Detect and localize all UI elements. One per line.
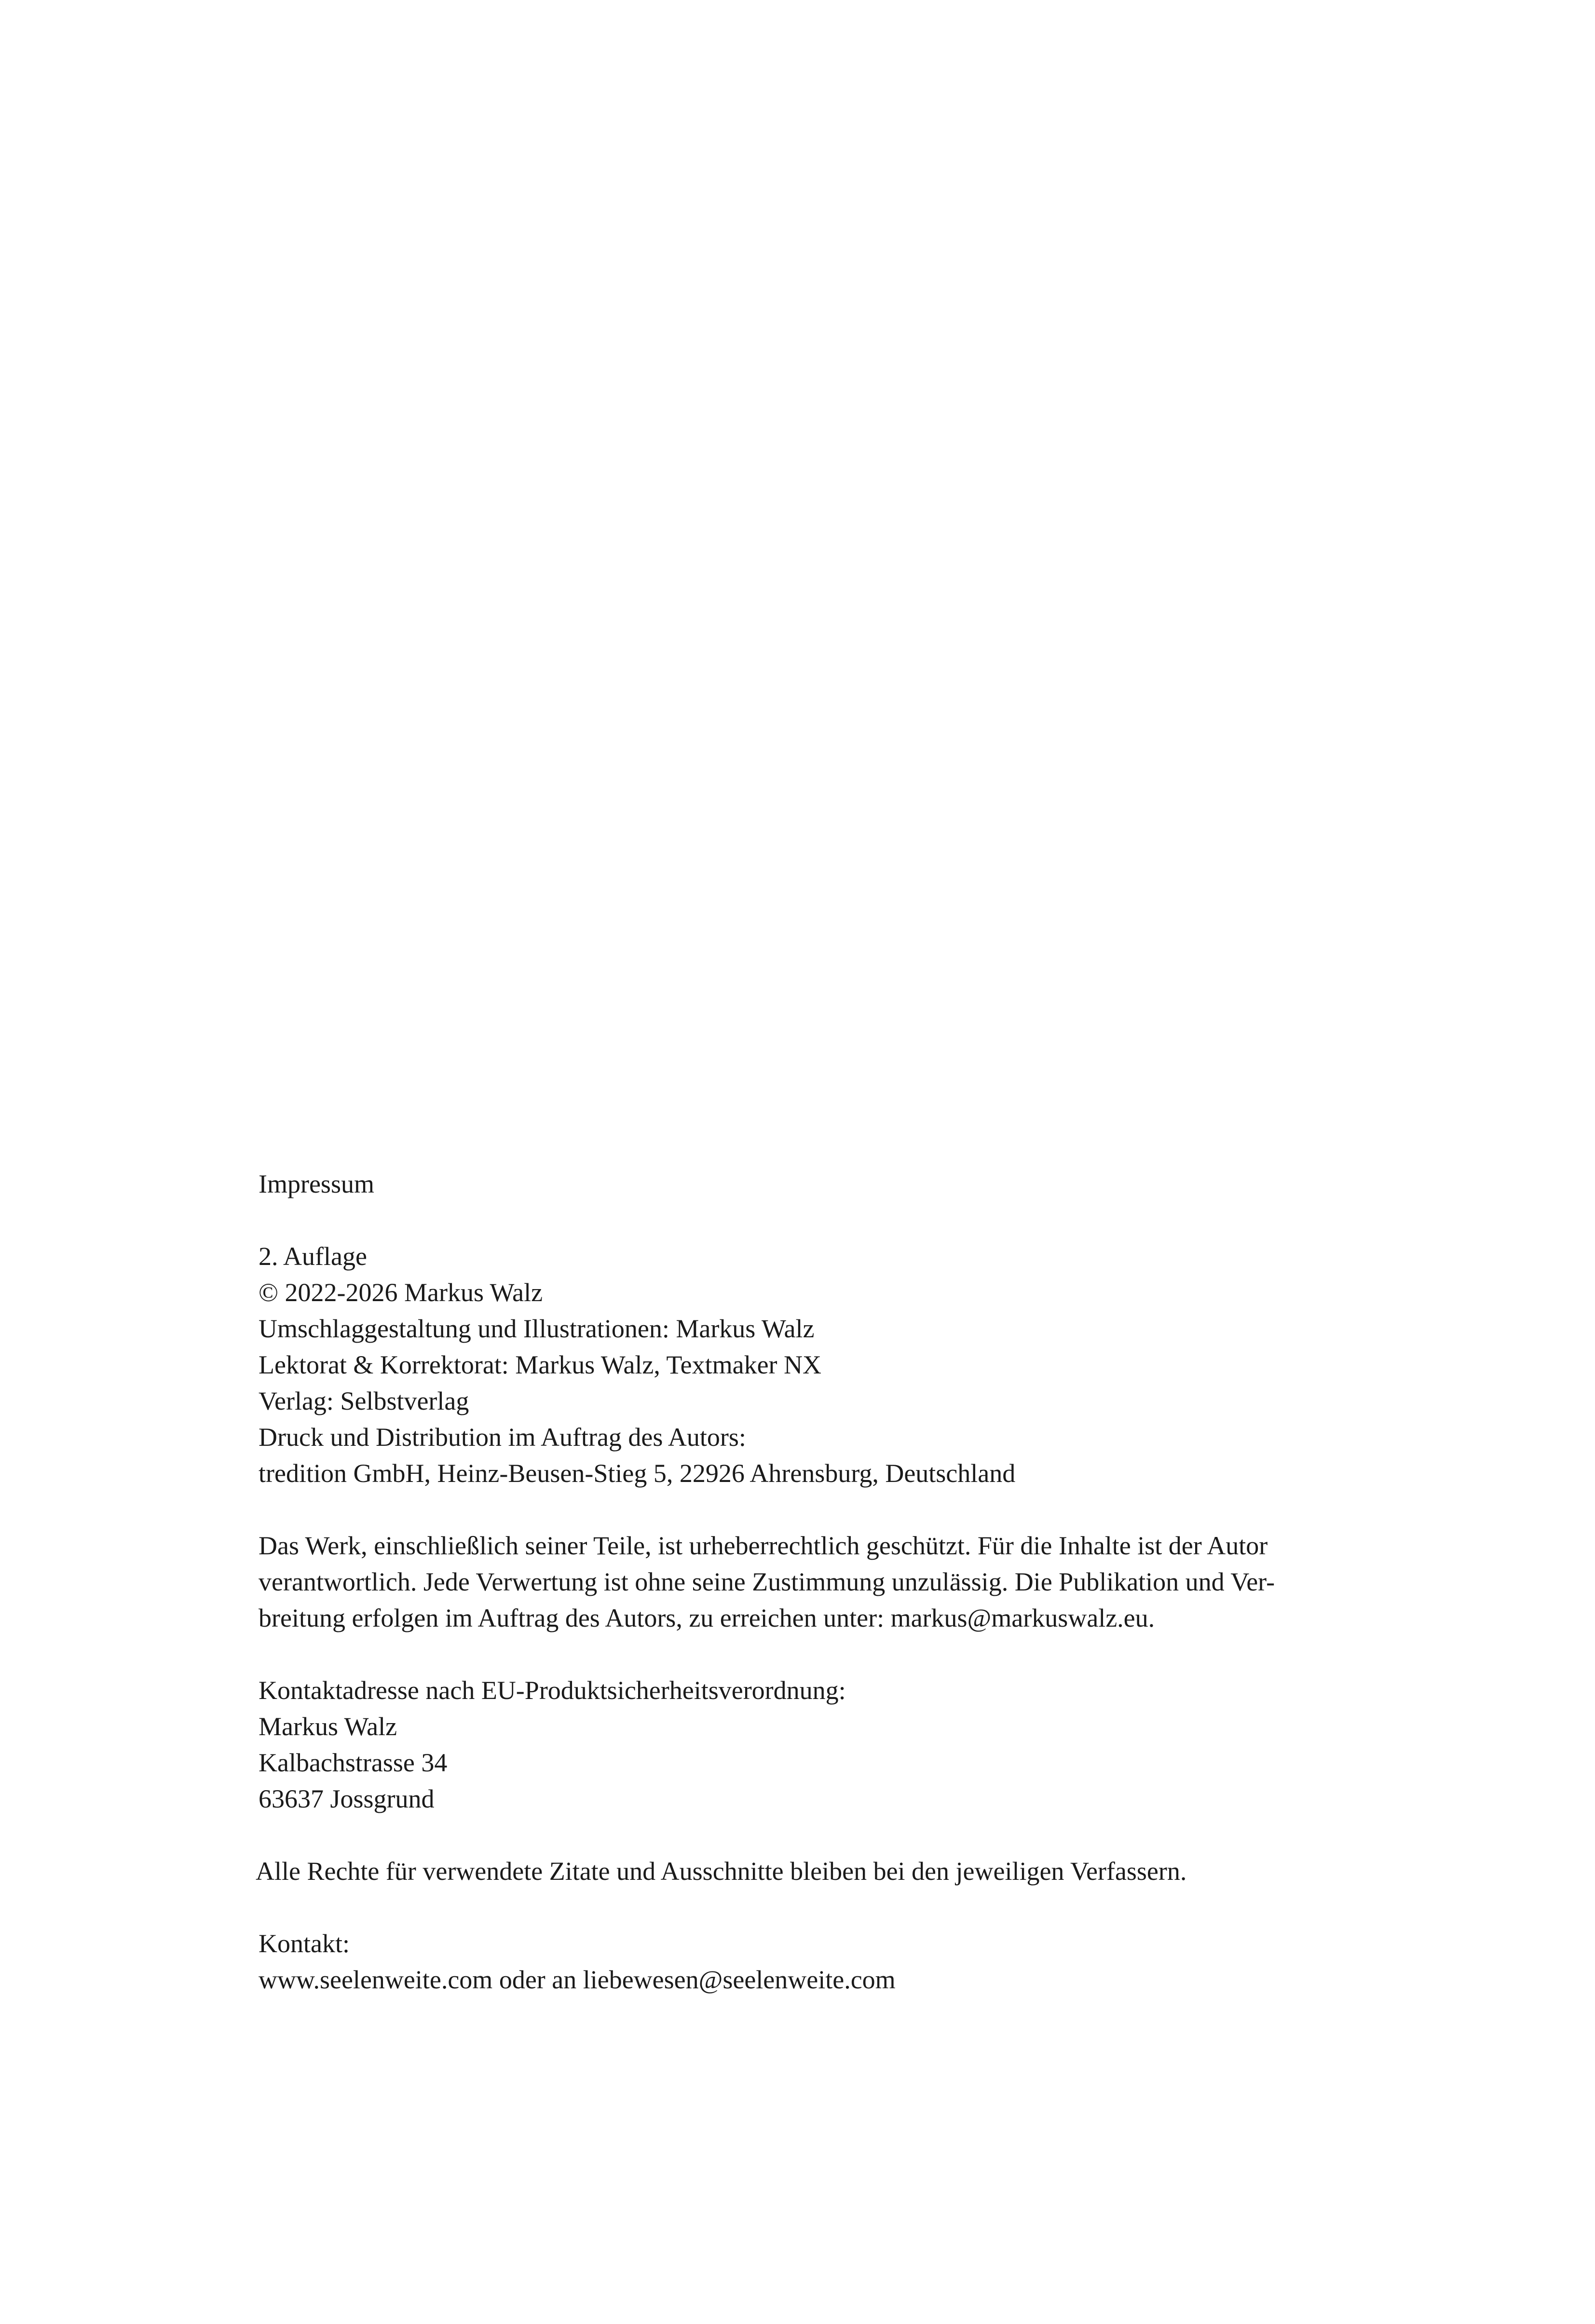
edition-line: 2. Auflage <box>259 1242 367 1271</box>
contact-address-city: 63637 Jossgrund <box>259 1784 435 1813</box>
print-address-line: tredition GmbH, Heinz-Beusen-Stieg 5, 22926 Ahrensburg, Deutschland <box>259 1459 1016 1488</box>
editing-credit-line: Lektorat & Korrektorat: Markus Walz, Textmaker NX <box>259 1350 822 1379</box>
rights-notice-line-1: Das Werk, einschließlich seiner Teile, ist urheberrechtlich geschützt. Für die Inhalte ist der Autor <box>259 1531 1268 1560</box>
rights-notice-line-3: breitung erfolgen im Auftrag des Autors, zu erreichen unter: markus@markuswalz.eu. <box>259 1604 1155 1632</box>
quotes-notice: Alle Rechte für verwendete Zitate und Ausschnitte bleiben bei den jeweiligen Verfassern. <box>256 1857 1187 1886</box>
rights-notice-line-2: verantwortlich. Jede Verwertung ist ohne seine Zustimmung unzulässig. Die Publikation und Ver- <box>259 1567 1275 1596</box>
cover-credit-line: Umschlaggestaltung und Illustrationen: Markus Walz <box>259 1314 815 1343</box>
contact-address-name: Markus Walz <box>259 1712 397 1741</box>
contact-address-street: Kalbachstrasse 34 <box>259 1748 448 1777</box>
contact-address-label: Kontaktadresse nach EU-Produktsicherheitsverordnung: <box>259 1676 846 1705</box>
contact-label: Kontakt: <box>259 1929 350 1958</box>
spacer <box>259 1817 1358 1853</box>
imprint-block <box>256 1166 1358 1998</box>
print-label-line: Druck und Distribution im Auftrag des Autors: <box>259 1423 746 1452</box>
copyright-line: © 2022-2026 Markus Walz <box>259 1278 543 1307</box>
spacer <box>259 1492 1358 1528</box>
contact-line: www.seelenweite.com oder an liebewesen@seelenweite.com <box>259 1965 896 1994</box>
spacer <box>259 1889 1358 1926</box>
publisher-line: Verlag: Selbstverlag <box>259 1386 469 1415</box>
spacer <box>259 1636 1358 1672</box>
spacer <box>259 1202 1358 1238</box>
imprint-heading: Impressum <box>259 1169 374 1198</box>
